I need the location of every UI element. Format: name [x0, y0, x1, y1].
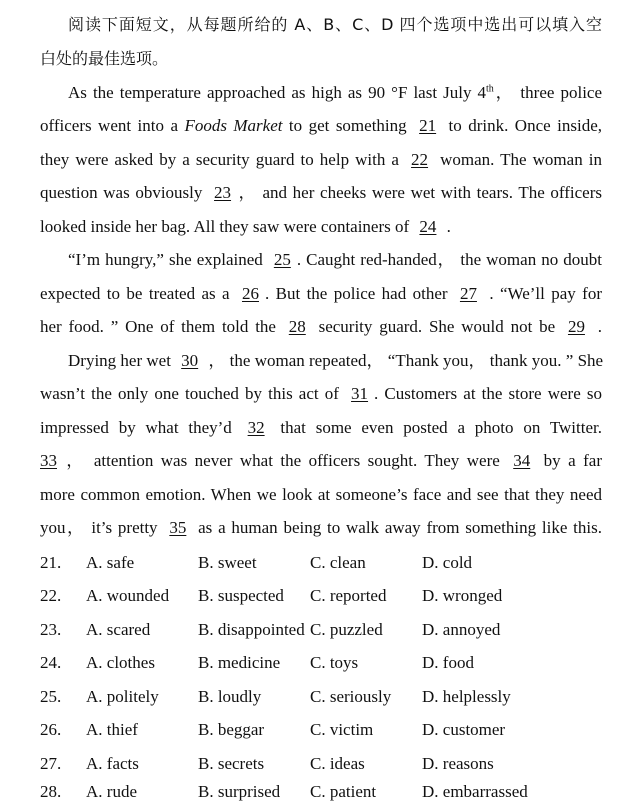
- question-21: [40, 546, 600, 579]
- passage-line: [40, 478, 602, 512]
- passage-text: . Customers at the store were so: [374, 384, 603, 403]
- superscript: th: [486, 83, 494, 95]
- passage-text: officers went into a: [40, 116, 185, 135]
- question-number: 23.: [40, 620, 62, 639]
- passage-line: [68, 344, 602, 378]
- option-d: D. embarrassed: [422, 782, 528, 801]
- option-a: A. wounded: [86, 586, 170, 605]
- passage-line: [40, 210, 602, 244]
- passage-line: [68, 243, 602, 277]
- passage-line: [40, 377, 602, 411]
- option-b: B. loudly: [198, 687, 262, 706]
- passage-text: ， the woman repeated， “Thank you， thank you. ” She: [204, 351, 604, 370]
- option-c: C. puzzled: [310, 620, 383, 639]
- passage-line: [40, 176, 602, 210]
- blank-32: 32: [247, 418, 265, 437]
- option-d: D. annoyed: [422, 620, 501, 639]
- passage-line: [40, 109, 602, 143]
- blank-29: 29: [567, 317, 585, 336]
- option-a: A. safe: [86, 553, 135, 572]
- option-c: C. ideas: [310, 754, 365, 773]
- blank-21: 21: [419, 116, 437, 135]
- option-c: C. patient: [310, 782, 377, 801]
- option-b: B. beggar: [198, 720, 265, 739]
- option-d: D. cold: [422, 553, 473, 572]
- passage-text: to get something: [282, 116, 414, 135]
- blank-24: 24: [419, 217, 437, 236]
- blank-28: 28: [288, 317, 306, 336]
- blank-34: 34: [513, 451, 531, 470]
- passage-text: as a human being to walk away from something like this.: [192, 518, 602, 537]
- option-c: C. seriously: [310, 687, 392, 706]
- question-number: 22.: [40, 586, 62, 605]
- option-b: B. disappointed: [198, 620, 305, 639]
- passage-text: you， it’s pretty: [40, 518, 164, 537]
- passage-line: [40, 310, 602, 344]
- passage-line: [40, 277, 602, 311]
- question-number: 27.: [40, 754, 62, 773]
- passage-text: to drink. Once inside,: [442, 116, 602, 135]
- passage-text: Drying her wet: [68, 351, 176, 370]
- blank-26: 26: [241, 284, 259, 303]
- passage-text: more common emotion. When we look at someone’s face and see that they need: [40, 485, 602, 504]
- blank-22: 22: [411, 150, 429, 169]
- passage-text: security guard. She would not be: [311, 317, 562, 336]
- passage-text: wasn’t the only one touched by this act of: [40, 384, 346, 403]
- option-b: B. surprised: [198, 782, 281, 801]
- option-c: C. victim: [310, 720, 374, 739]
- passage-text: “I’m hungry,” she explained: [68, 250, 268, 269]
- passage-text: ， and her cheeks were wet with tears. The officers: [237, 183, 603, 202]
- passage-text: As the temperature approached as high as 90 °F last July 4: [68, 83, 486, 102]
- option-a: A. clothes: [86, 653, 155, 672]
- instruction-line-1: 阅读下面短文，从每题所给的 A、B、C、D 四个选项中选出可以填入空: [68, 15, 602, 34]
- passage-line: [40, 411, 602, 445]
- option-a: A. politely: [86, 687, 159, 706]
- passage-text: expected to be treated as a: [40, 284, 236, 303]
- option-d: D. food: [422, 653, 474, 672]
- passage-text: . But the police had other: [264, 284, 454, 303]
- question-28: [40, 775, 600, 808]
- passage-line: [40, 143, 602, 177]
- passage-text: looked inside her bag. All they saw were containers of: [40, 217, 414, 236]
- passage-text: ， attention was never what the officers sought. They were: [63, 451, 508, 470]
- blank-33: 33: [40, 451, 57, 470]
- blank-30: 30: [181, 351, 199, 370]
- option-d: D. wronged: [422, 586, 503, 605]
- question-23: [40, 613, 600, 646]
- question-number: 24.: [40, 653, 62, 672]
- question-25: [40, 680, 600, 713]
- blank-31: 31: [351, 384, 369, 403]
- option-a: A. scared: [86, 620, 151, 639]
- blank-23: 23: [214, 183, 232, 202]
- instruction-line-2: 白处的最佳选项。: [40, 49, 169, 68]
- option-a: A. facts: [86, 754, 139, 773]
- passage-text: question was obviously: [40, 183, 209, 202]
- option-d: D. reasons: [422, 754, 494, 773]
- question-24: [40, 646, 600, 679]
- passage-text: impressed by what they’d: [40, 418, 242, 437]
- passage-line: [68, 76, 602, 110]
- passage-text: they were asked by a security guard to help with a: [40, 150, 406, 169]
- passage-text: woman. The woman in: [434, 150, 602, 169]
- question-number: 26.: [40, 720, 62, 739]
- option-c: C. clean: [310, 553, 366, 572]
- passage-text: her food. ” One of them told the: [40, 317, 283, 336]
- passage-text: .: [590, 317, 603, 336]
- option-c: C. reported: [310, 586, 387, 605]
- blank-25: 25: [273, 250, 291, 269]
- passage-text: .: [442, 217, 451, 236]
- passage-line: [40, 444, 602, 478]
- option-d: D. helplessly: [422, 687, 511, 706]
- question-22: [40, 579, 600, 612]
- passage-text: ， three police: [493, 83, 603, 102]
- store-name: Foods Market: [184, 116, 283, 135]
- option-b: B. secrets: [198, 754, 265, 773]
- question-number: 28.: [40, 782, 62, 801]
- passage-line: [40, 511, 602, 545]
- passage-text: . “We’ll pay for: [482, 284, 603, 303]
- option-b: B. medicine: [198, 653, 281, 672]
- question-number: 21.: [40, 553, 62, 572]
- option-a: A. rude: [86, 782, 137, 801]
- blank-35: 35: [169, 518, 187, 537]
- blank-27: 27: [459, 284, 477, 303]
- option-b: B. suspected: [198, 586, 284, 605]
- question-number: 25.: [40, 687, 62, 706]
- passage-text: by a far: [536, 451, 602, 470]
- option-c: C. toys: [310, 653, 359, 672]
- passage-text: that some even posted a photo on Twitter.: [270, 418, 602, 437]
- option-a: A. thief: [86, 720, 138, 739]
- option-d: D. customer: [422, 720, 506, 739]
- question-26: [40, 713, 600, 746]
- option-b: B. sweet: [198, 553, 257, 572]
- passage-text: . Caught red-handed， the woman no doubt: [296, 250, 602, 269]
